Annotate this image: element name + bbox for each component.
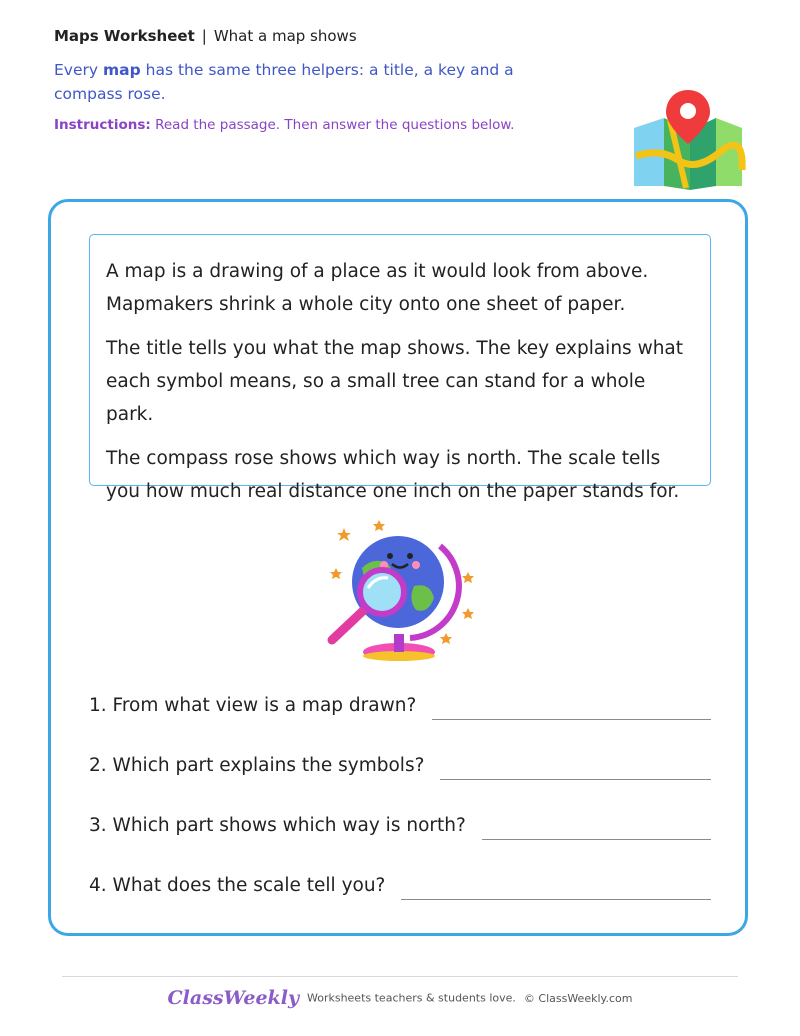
question-4-text: 4. What does the scale tell you? xyxy=(89,875,386,896)
question-2-text: 2. Which part explains the symbols? xyxy=(89,755,425,776)
question-2 xyxy=(89,750,711,780)
answer-line-1[interactable] xyxy=(432,718,711,720)
passage-paragraph-3: The compass rose shows which way is north. The scale tells you how much real distance one inch on the paper stands for. xyxy=(106,448,680,502)
globe-cheek-right xyxy=(412,561,420,569)
answer-line-3[interactable] xyxy=(482,838,711,840)
folded-map-icon xyxy=(630,86,746,190)
globe-illustration xyxy=(322,516,482,666)
worksheet-subject: Maps Worksheet xyxy=(54,27,195,45)
question-4 xyxy=(89,870,711,900)
passage-paragraph-2: The title tells you what the map shows. The key explains what each symbol means, so a small tree can stand for a whole park. xyxy=(106,338,684,425)
instructions-label: Instructions: xyxy=(54,117,151,133)
instructions xyxy=(54,117,514,133)
globe-eye-right xyxy=(407,553,413,559)
footer-copyright: © ClassWeekly.com xyxy=(523,991,633,1005)
subtitle-keyword: map xyxy=(102,61,141,79)
question-1-text: 1. From what view is a map drawn? xyxy=(89,695,417,716)
worksheet-header xyxy=(54,27,357,45)
subtitle-rest: has the same three helpers: a title, a key and a compass rose. xyxy=(54,61,514,103)
globe-base-rim xyxy=(363,651,435,661)
footer-divider xyxy=(62,976,738,977)
footer xyxy=(0,987,800,1009)
magnifier-handle xyxy=(332,608,366,640)
question-3 xyxy=(89,810,711,840)
answer-line-2[interactable] xyxy=(440,778,711,780)
map-pin-hole xyxy=(680,103,696,119)
worksheet-topic: What a map shows xyxy=(213,27,357,45)
passage-paragraph-1: A map is a drawing of a place as it would look from above. Mapmakers shrink a whole city onto one sheet of paper. xyxy=(106,261,649,315)
instructions-text: Read the passage. Then answer the questions below. xyxy=(150,117,515,133)
globe-eye-left xyxy=(387,553,393,559)
reading-passage xyxy=(89,234,711,502)
question-1 xyxy=(89,690,711,720)
subtitle-lead: Every xyxy=(54,61,103,79)
header-separator: | xyxy=(201,27,207,45)
worksheet-subtitle xyxy=(54,58,574,106)
globe-stand xyxy=(394,634,404,652)
footer-tagline: Worksheets teachers & students love. xyxy=(306,991,516,1005)
question-3-text: 3. Which part shows which way is north? xyxy=(89,815,466,836)
footer-brand-logo: ClassWeekly xyxy=(167,987,299,1009)
answer-line-4[interactable] xyxy=(401,898,711,900)
